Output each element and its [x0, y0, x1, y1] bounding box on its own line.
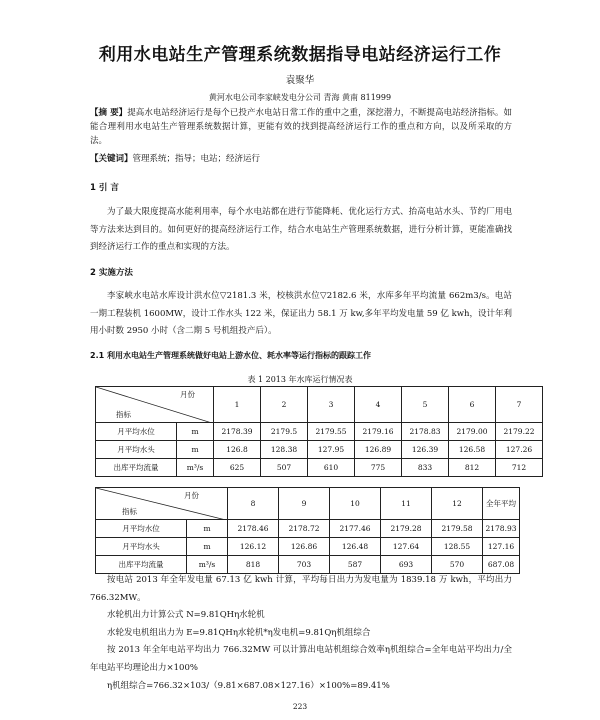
table-cell: 812	[449, 459, 496, 477]
author-affiliation: 黄河水电公司李家峡发电分公司 青海 黄南 811999	[208, 93, 392, 102]
month-header: 2	[261, 387, 308, 423]
table-2-corner-cell	[96, 488, 228, 520]
table-cell: 126.8	[214, 441, 261, 459]
table-cell: 127.26	[496, 441, 543, 459]
corner-indicator-label: 指标	[122, 507, 137, 516]
section-2-text: 李家峡水电站水库设计洪水位▽2181.3 米，校核洪水位▽2182.6 米，水库多年平均流量 662m3/s。电站一期工程装机 1600MW，设计工作水头 122 米，保证出力 58.1 万 kw,多年平均发电量 59 亿 kwh，设计年利用小时数 2950 小时（含二期 5 号机组投产后）。	[90, 291, 512, 336]
table-cell: 126.12	[228, 538, 279, 556]
table-cell: 587	[330, 556, 381, 574]
table-cell: 570	[432, 556, 483, 574]
row-unit: m	[187, 538, 228, 556]
table-cell: 818	[228, 556, 279, 574]
table-cell: 687.08	[483, 556, 520, 574]
paper-title: 利用水电站生产管理系统数据指导电站经济运行工作	[98, 45, 502, 65]
table-cell: 625	[214, 459, 261, 477]
table-cell: 2179.28	[381, 520, 432, 538]
table-cell: 507	[261, 459, 308, 477]
diagonal-line	[96, 488, 226, 520]
table-cell: 127.64	[381, 538, 432, 556]
corner-indicator-label: 指标	[116, 410, 131, 419]
row-label: 月平均水位	[96, 520, 187, 538]
month-header: 6	[449, 387, 496, 423]
table-cell: 2179.55	[308, 423, 355, 441]
table-cell: 127.95	[308, 441, 355, 459]
table-cell: 2179.00	[449, 423, 496, 441]
calc-paragraph-2: 按 2013 年全年电站平均出力 766.32MW 可以计算出电站机组综合效率η机组综合=全年电站平均出力/全年电站平均理论出力×100%	[90, 645, 512, 673]
table-cell: 833	[402, 459, 449, 477]
table-cell: 128.38	[261, 441, 308, 459]
table-row	[96, 441, 543, 459]
keywords-label: 【关键词】	[90, 154, 133, 164]
table-cell: 703	[279, 556, 330, 574]
table-row	[96, 459, 543, 477]
reservoir-table-2	[95, 487, 520, 574]
table-cell: 126.58	[449, 441, 496, 459]
table-cell: 2177.46	[330, 520, 381, 538]
section-2-heading: 2 实施方法	[90, 268, 133, 278]
table-cell: 2178.39	[214, 423, 261, 441]
calc-paragraph-1: 按电站 2013 年全年发电量 67.13 亿 kwh 计算，平均每日出力为发电量为 1839.18 万 kwh，平均出力 766.32MW。	[90, 575, 512, 603]
table-cell: 775	[355, 459, 402, 477]
table-row	[96, 556, 520, 574]
table-cell: 2178.72	[279, 520, 330, 538]
abstract	[90, 106, 512, 148]
row-unit: m	[187, 520, 228, 538]
table-cell: 126.89	[355, 441, 402, 459]
table-cell: 2179.58	[432, 520, 483, 538]
formula-turbine-output: 水轮机出力计算公式 N=9.81QHη水轮机	[107, 610, 265, 620]
corner-month-label: 月份	[180, 390, 195, 399]
row-label: 月平均水头	[96, 538, 187, 556]
month-header: 8	[228, 488, 279, 520]
table-cell: 2178.46	[228, 520, 279, 538]
table-cell: 127.16	[483, 538, 520, 556]
reservoir-table-1	[95, 386, 543, 477]
table-cell: 126.39	[402, 441, 449, 459]
table-cell: 2179.22	[496, 423, 543, 441]
table-cell: 126.86	[279, 538, 330, 556]
row-unit: m³/s	[187, 556, 228, 574]
table-cell: 610	[308, 459, 355, 477]
subsection-2-1-heading: 2.1 利用水电站生产管理系统做好电站上游水位、耗水率等运行指标的跟踪工作	[90, 351, 371, 360]
abstract-text: 提高水电站经济运行是每个已投产水电站日常工作的重中之重，深挖潜力，不断提高电站经济指标。如能合理利用水电站生产管理系统数据计算，更能有效的找到提高经济运行工作的重点和方向，以及所采取的方法。	[90, 108, 512, 146]
table-cell: 2179.16	[355, 423, 402, 441]
table-cell: 2179.5	[261, 423, 308, 441]
month-header: 10	[330, 488, 381, 520]
corner-month-label: 月份	[184, 491, 199, 500]
row-unit: m³/s	[177, 459, 214, 477]
keywords-text: 管理系统；指导；电站；经济运行	[132, 154, 261, 164]
formula-unit-output: 水轮发电机组出力为 E=9.81QHη水轮机*η发电机=9.81Qη机组综合	[107, 628, 371, 638]
month-header: 11	[381, 488, 432, 520]
abstract-label: 【摘 要】	[90, 108, 128, 118]
annual-average-header: 全年平均	[483, 488, 520, 520]
formula-efficiency: η机组综合=766.32×103/（9.81×687.08×127.16）×100%=89.41%	[107, 681, 390, 691]
month-header: 5	[402, 387, 449, 423]
row-label: 月平均水位	[96, 423, 177, 441]
page-number: 223	[292, 702, 308, 711]
table-1-corner-cell	[96, 387, 214, 423]
month-header: 1	[214, 387, 261, 423]
row-label: 出库平均流量	[96, 556, 187, 574]
section-1-heading: 1 引 言	[90, 183, 119, 193]
row-unit: m	[177, 441, 214, 459]
table-row	[96, 423, 543, 441]
keywords	[90, 152, 512, 164]
table-caption: 表 1 2013 年水库运行情况表	[247, 375, 353, 384]
table-cell: 712	[496, 459, 543, 477]
row-label: 月平均水头	[96, 441, 177, 459]
author-name: 袁聚华	[285, 75, 315, 86]
month-header: 3	[308, 387, 355, 423]
table-row	[96, 520, 520, 538]
section-1-text: 为了最大限度提高水能利用率，每个水电站都在进行节能降耗、优化运行方式、抬高电站水头、节约厂用电等方法来达到目的。如何更好的提高经济运行工作，结合水电站生产管理系统数据，进行分析计算，更能准确找到经济运行工作的重点和实现的方法。	[90, 207, 512, 252]
row-label: 出库平均流量	[96, 459, 177, 477]
month-header: 12	[432, 488, 483, 520]
table-cell: 693	[381, 556, 432, 574]
month-header: 4	[355, 387, 402, 423]
table-row	[96, 538, 520, 556]
table-cell: 2178.83	[402, 423, 449, 441]
month-header: 7	[496, 387, 543, 423]
table-cell: 126.48	[330, 538, 381, 556]
row-unit: m	[177, 423, 214, 441]
month-header: 9	[279, 488, 330, 520]
table-cell: 2178.93	[483, 520, 520, 538]
table-cell: 128.55	[432, 538, 483, 556]
